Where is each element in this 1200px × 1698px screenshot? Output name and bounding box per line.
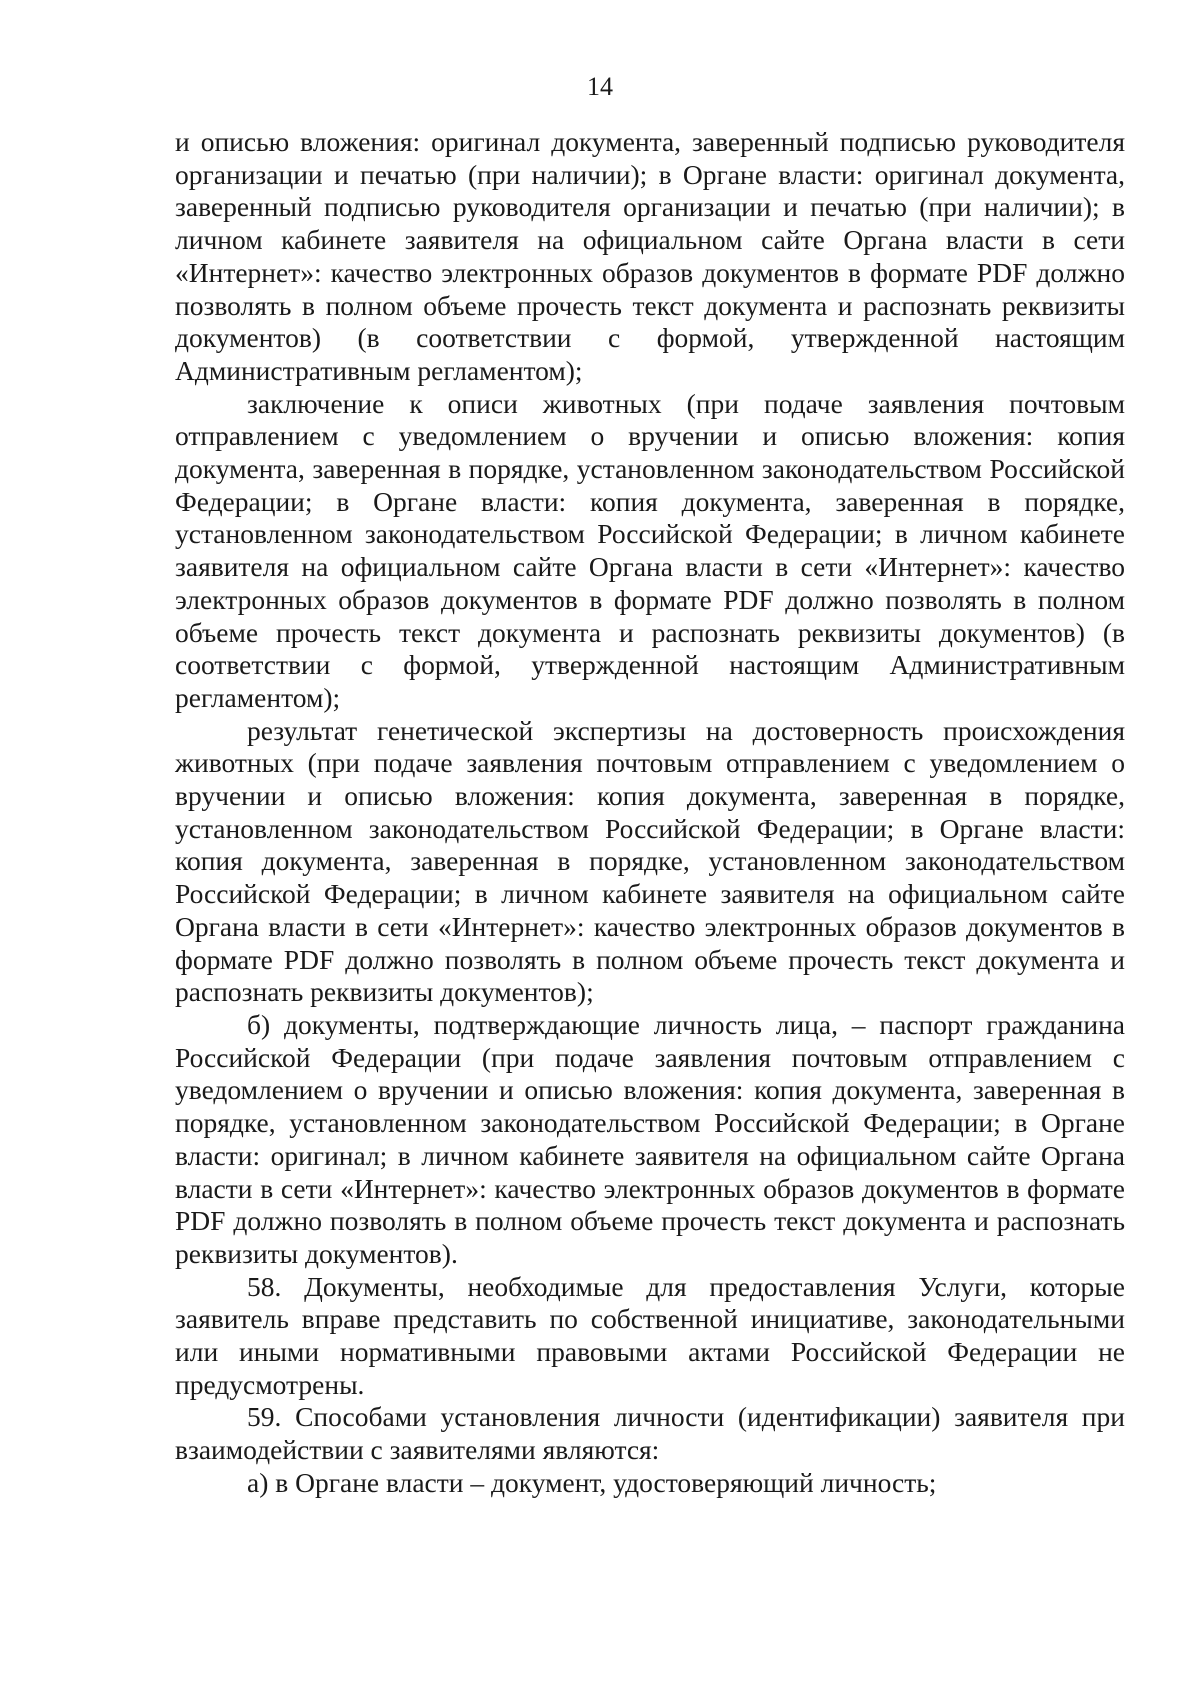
page-number: 14: [587, 72, 613, 101]
paragraph-item-58: 58. Документы, необходимые для предоставления Услуги, которые заявитель вправе представить по собственной инициативе, законодательными или иными нормативными правовыми актами Российской Федерации не предусмотрены.: [175, 1270, 1125, 1400]
paragraph-identity-documents: б) документы, подтверждающие личность лица, – паспорт гражданина Российской Федерации (при подаче заявления почтовым отправлением с уведомлением о вручении и описью вложения: копия документа, заверенная в порядке, установленном законодательством Российской Федерации; в Органе власти: оригинал; в личном кабинете заявителя на официальном сайте Органа власти в сети «Интернет»: качество электронных образов документов в формате PDF должно позволять в полном объеме прочесть текст документа и распознать реквизиты документов).: [175, 1008, 1125, 1269]
paragraph-animal-inventory-conclusion: заключение к описи животных (при подаче заявления почтовым отправлением с уведомлением о вручении и описью вложения: копия документа, заверенная в порядке, установленном законодательством Российской Федерации; в Органе власти: копия документа, заверенная в порядке, установленном законодательством Российской Федерации; в личном кабинете заявителя на официальном сайте Органа власти в сети «Интернет»: качество электронных образов документов в формате PDF должно позволять в полном объеме прочесть текст документа и распознать реквизиты документов) (в соответствии с формой, утвержденной настоящим Административным регламентом);: [175, 387, 1125, 713]
document-body: [175, 126, 1125, 1500]
paragraph-genetic-expertise: результат генетической экспертизы на достоверность происхождения животных (при подаче заявления почтовым отправлением с уведомлением о вручении и описью вложения: копия документа, заверенная в порядке, установленном законодательством Российской Федерации; в Органе власти: копия документа, заверенная в порядке, установленном законодательством Российской Федерации; в личном кабинете заявителя на официальном сайте Органа власти в сети «Интернет»: качество электронных образов документов в формате PDF должно позволять в полном объеме прочесть текст документа и распознать реквизиты документов);: [175, 714, 1125, 1008]
paragraph-item-59-a: а) в Органе власти – документ, удостоверяющий личность;: [247, 1466, 937, 1498]
paragraph-item-59: 59. Способами установления личности (идентификации) заявителя при взаимодействии с заявителями являются:: [175, 1401, 1125, 1466]
paragraph-continuation: и описью вложения: оригинал документа, заверенный подписью руководителя организации и печатью (при наличии); в Органе власти: оригинал документа, заверенный подписью руководителя организации и печатью (при наличии); в личном кабинете заявителя на официальном сайте Органа власти в сети «Интернет»: качество электронных образов документов в формате PDF должно позволять в полном объеме прочесть текст документа и распознать реквизиты документов) (в соответствии с формой, утвержденной настоящим Административным регламентом);: [175, 126, 1125, 386]
